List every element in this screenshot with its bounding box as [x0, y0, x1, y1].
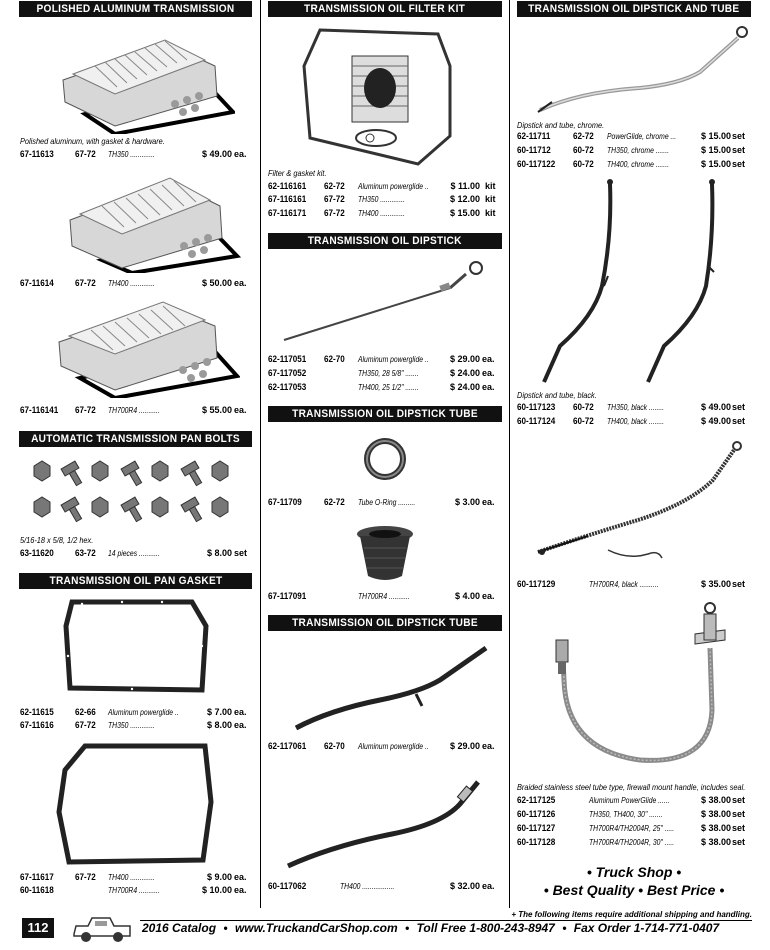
- polished-pan-image-th400: [62, 168, 242, 273]
- table-row: 60-117129 TH700R4, black .......... $ 35.00 set: [517, 579, 746, 589]
- o-ring-image: [360, 434, 410, 484]
- truck-logo-icon: [70, 914, 134, 944]
- catalog-year: 2016 Catalog: [142, 921, 217, 935]
- table-row: 60-117128 TH700R4/TH2004R, 30" ..... $ 38.00 set: [517, 837, 746, 847]
- table-row: 60-117127 TH700R4/TH2004R, 25" ..... $ 38.00 set: [517, 823, 746, 833]
- polished-pan-image-th350: [55, 22, 235, 134]
- dipstick-tube-image-powerglide: [290, 640, 490, 735]
- section-header-gasket: TRANSMISSION OIL PAN GASKET: [19, 573, 252, 589]
- footer-contact-line: [142, 921, 719, 935]
- table-row: 67-117091 TH700R4 ........... $ 4.00 ea.: [268, 591, 495, 601]
- table-row: 62-117061 62-70 Aluminum powerglide .. $ 29.00 ea.: [268, 741, 495, 751]
- pan-description: Polished aluminum, with gasket & hardware.: [20, 137, 165, 146]
- tube-seal-image: [352, 524, 417, 584]
- section-header-pan: POLISHED ALUMINUM TRANSMISSION PAN: [19, 1, 252, 17]
- dipstick-tube-image-th400: [282, 776, 482, 871]
- footer-bullet: •: [404, 921, 410, 935]
- braided-dipstick-description: Braided stainless steel tube type, firewall mount handle, includes seal.: [517, 783, 746, 792]
- table-row: 62-117125 Aluminum PowerGlide ...... $ 38.00 set: [517, 795, 746, 805]
- table-row: 60-11712 60-72 TH350, chrome ....... $ 15.00 set: [517, 145, 746, 155]
- website-link[interactable]: www.TruckandCarShop.com: [234, 921, 398, 935]
- slogan-line1: • Truck Shop •: [586, 864, 682, 880]
- page-footer: [0, 908, 770, 950]
- filter-description: Filter & gasket kit.: [268, 169, 327, 178]
- pan-gasket-image-th400: [55, 742, 215, 867]
- table-row: 62-117053 TH400, 25 1/2" ....... $ 24.00 ea.: [268, 382, 495, 392]
- page-number: 112: [22, 918, 54, 938]
- table-row: 62-11711 62-72 PowerGlide, chrome ... $ 15.00 set: [517, 131, 746, 141]
- table-row: 60-117124 60-72 TH400, black ........ $ 49.00 set: [517, 416, 746, 426]
- table-row: 67-116141 67-72 TH700R4 ........... $ 55.00 ea.: [20, 405, 247, 415]
- filter-kit-image: [300, 26, 460, 166]
- table-row: 60-117123 60-72 TH350, black ........ $ 49.00 set: [517, 402, 746, 412]
- bolts-description: 5/16-18 x 5/8, 1/2 hex.: [20, 536, 94, 545]
- footer-bullet: •: [562, 921, 567, 935]
- table-row: 67-11709 62-72 Tube O-Ring ......... $ 3.00 ea.: [268, 497, 495, 507]
- table-row: 60-11618 TH700R4 ........... $ 10.00 ea.: [20, 885, 247, 895]
- section-header-filter: TRANSMISSION OIL FILTER KIT: [268, 1, 502, 17]
- column-separator-right: [509, 0, 510, 908]
- table-row: 67-11617 67-72 TH400 ............. $ 9.00 ea.: [20, 872, 247, 882]
- braided-dipstick-image: [540, 600, 730, 780]
- table-row: 67-117052 TH350, 28 5/8" ....... $ 24.00 ea.: [268, 368, 495, 378]
- slogan-line2: • Best Quality • Best Price •: [543, 882, 725, 898]
- table-row: 67-11613 67-72 TH350 ............. $ 49.00 ea.: [20, 149, 247, 159]
- section-header-dipstick-and-tube: TRANSMISSION OIL DIPSTICK AND TUBE: [517, 1, 751, 17]
- section-header-seal: TRANSMISSION OIL DIPSTICK TUBE SEAL: [268, 406, 502, 422]
- table-row: 67-11614 67-72 TH400 ............. $ 50.00 ea.: [20, 278, 247, 288]
- section-header-dipstick: TRANSMISSION OIL DIPSTICK: [268, 233, 502, 249]
- footer-bullet: •: [223, 921, 228, 935]
- dipstick-tube-chrome-description: Dipstick and tube, chrome.: [517, 121, 605, 130]
- dipstick-image: [280, 258, 495, 348]
- fax-number: Fax Order 1-714-771-0407: [573, 921, 720, 935]
- dipstick-tube-th700r4-image: [528, 440, 743, 565]
- table-row: 60-117126 TH350, TH400, 30" ....... $ 38.00 set: [517, 809, 746, 819]
- table-row: 62-117051 62-70 Aluminum powerglide .. $ 29.00 ea.: [268, 354, 495, 364]
- table-row: 60-117122 60-72 TH400, chrome ....... $ 15.00 set: [517, 159, 746, 169]
- table-row: 62-11615 62-66 Aluminum powerglide .. $ 7.00 ea.: [20, 707, 247, 717]
- pan-gasket-image-powerglide: [62, 596, 212, 696]
- section-header-bolts: AUTOMATIC TRANSMISSION PAN BOLTS: [19, 431, 252, 447]
- dipstick-tube-black-description: Dipstick and tube, black.: [517, 391, 597, 400]
- polished-pan-image-th700r4: [55, 298, 240, 398]
- table-row: 63-11620 63-72 14 pieces ........... $ 8.00 set: [20, 548, 248, 558]
- column-separator-left: [260, 0, 261, 908]
- toll-free-number: Toll Free 1-800-243-8947: [416, 921, 555, 935]
- shipping-notice: + The following items require additional shipping and handling.: [511, 910, 752, 919]
- dipstick-tube-chrome-image: [530, 22, 755, 117]
- table-row: 67-116171 67-72 TH400 ............. $ 15.00 kit: [268, 208, 496, 218]
- pan-bolts-image: [28, 458, 243, 530]
- table-row: 67-11616 67-72 TH350 ............. $ 8.00 ea.: [20, 720, 247, 730]
- table-row: 67-116161 67-72 TH350 ............. $ 12.00 kit: [268, 194, 496, 204]
- dipstick-tube-black-image: [530, 176, 745, 386]
- table-row: 60-117062 TH400 ................. $ 32.00 ea.: [268, 881, 495, 891]
- table-row: 62-116161 62-72 Aluminum powerglide .. $ 11.00 kit: [268, 181, 496, 191]
- section-header-tube: TRANSMISSION OIL DIPSTICK TUBE: [268, 615, 502, 631]
